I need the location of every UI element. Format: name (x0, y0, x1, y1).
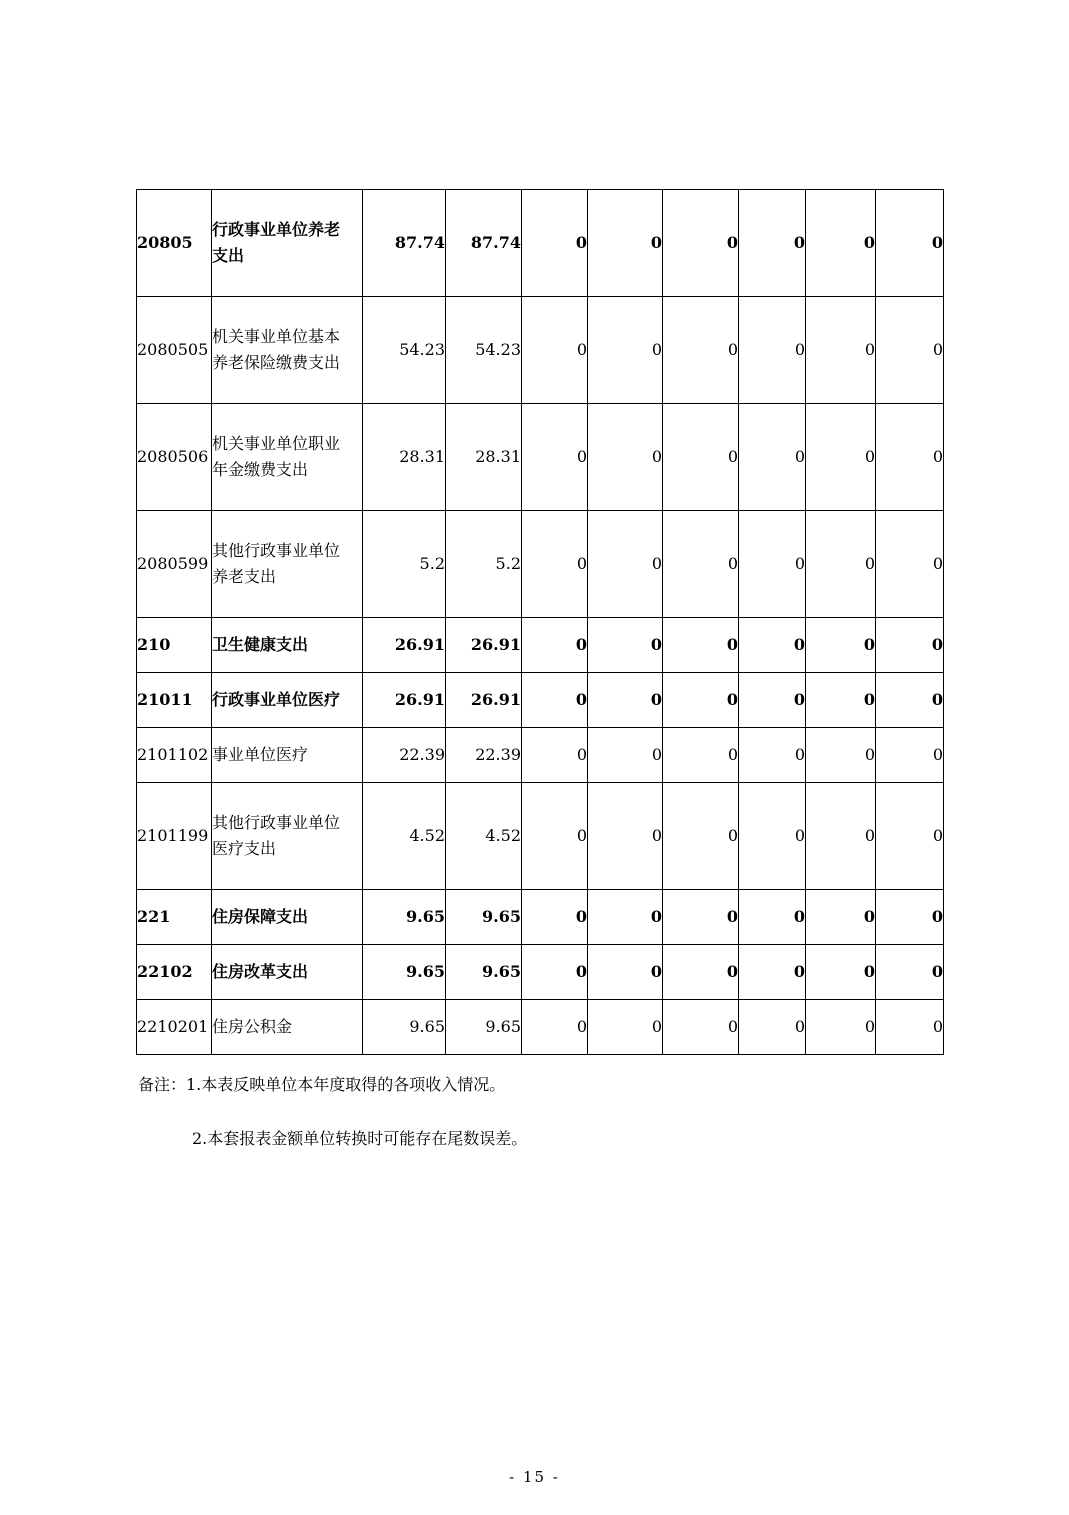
cell-value: 26.91 (363, 618, 446, 673)
table-row (137, 945, 944, 1000)
cell-value: 0 (522, 1000, 588, 1055)
note-line-1: 备注：1.本表反映单位本年度取得的各项收入情况。 (138, 1075, 506, 1094)
cell-value: 9.65 (363, 1000, 446, 1055)
cell-value: 22.39 (446, 728, 522, 783)
table-row (137, 1000, 944, 1055)
cell-value: 0 (663, 404, 739, 511)
cell-value: 9.65 (446, 945, 522, 1000)
cell-value: 0 (663, 618, 739, 673)
subject-name: 卫生健康支出 (212, 618, 363, 673)
table-row (137, 297, 944, 404)
cell-value: 0 (522, 297, 588, 404)
cell-value: 5.2 (446, 511, 522, 618)
cell-value: 26.91 (363, 673, 446, 728)
cell-value: 0 (876, 297, 944, 404)
cell-value: 0 (806, 618, 876, 673)
cell-value: 0 (663, 511, 739, 618)
cell-value: 9.65 (446, 890, 522, 945)
cell-value: 0 (876, 783, 944, 890)
subject-code: 2080506 (137, 404, 212, 511)
subject-name: 事业单位医疗 (212, 728, 363, 783)
cell-value: 0 (876, 190, 944, 297)
cell-value: 0 (739, 190, 806, 297)
cell-value: 0 (806, 404, 876, 511)
table-row (137, 890, 944, 945)
page-number: - 15 - (509, 1468, 560, 1486)
cell-value: 0 (663, 783, 739, 890)
subject-name: 机关事业单位基本 养老保险缴费支出 (212, 297, 363, 404)
table-notes (138, 1072, 528, 1148)
cell-value: 0 (876, 618, 944, 673)
cell-value: 0 (876, 1000, 944, 1055)
cell-value: 0 (588, 945, 663, 1000)
cell-value: 0 (806, 511, 876, 618)
cell-value: 0 (739, 890, 806, 945)
table-row (137, 673, 944, 728)
table-row (137, 404, 944, 511)
cell-value: 0 (588, 190, 663, 297)
cell-value: 0 (522, 728, 588, 783)
cell-value: 0 (588, 890, 663, 945)
cell-value: 0 (876, 511, 944, 618)
cell-value: 0 (806, 297, 876, 404)
subject-code: 2101199 (137, 783, 212, 890)
cell-value: 0 (588, 1000, 663, 1055)
cell-value: 0 (522, 945, 588, 1000)
subject-name: 住房保障支出 (212, 890, 363, 945)
table-row (137, 618, 944, 673)
cell-value: 0 (739, 945, 806, 1000)
cell-value: 0 (876, 890, 944, 945)
cell-value: 0 (522, 404, 588, 511)
cell-value: 54.23 (446, 297, 522, 404)
table-row (137, 190, 944, 297)
cell-value: 0 (588, 728, 663, 783)
cell-value: 9.65 (363, 945, 446, 1000)
cell-value: 0 (663, 297, 739, 404)
cell-value: 4.52 (446, 783, 522, 890)
subject-name: 行政事业单位医疗 (212, 673, 363, 728)
cell-value: 0 (588, 783, 663, 890)
cell-value: 0 (739, 511, 806, 618)
cell-value: 0 (739, 1000, 806, 1055)
cell-value: 0 (663, 945, 739, 1000)
cell-value: 0 (522, 190, 588, 297)
cell-value: 54.23 (363, 297, 446, 404)
subject-name: 机关事业单位职业 年金缴费支出 (212, 404, 363, 511)
cell-value: 0 (739, 404, 806, 511)
cell-value: 26.91 (446, 673, 522, 728)
cell-value: 0 (739, 673, 806, 728)
subject-code: 2080505 (137, 297, 212, 404)
cell-value: 0 (806, 783, 876, 890)
cell-value: 0 (522, 890, 588, 945)
subject-code: 22102 (137, 945, 212, 1000)
note-line-2: 2.本套报表金额单位转换时可能存在尾数误差。 (192, 1129, 528, 1148)
cell-value: 9.65 (446, 1000, 522, 1055)
cell-value: 0 (663, 673, 739, 728)
cell-value: 0 (739, 618, 806, 673)
cell-value: 0 (588, 618, 663, 673)
cell-value: 0 (876, 404, 944, 511)
subject-name: 住房改革支出 (212, 945, 363, 1000)
cell-value: 0 (588, 404, 663, 511)
cell-value: 0 (806, 673, 876, 728)
cell-value: 28.31 (446, 404, 522, 511)
cell-value: 22.39 (363, 728, 446, 783)
cell-value: 0 (663, 728, 739, 783)
cell-value: 0 (522, 673, 588, 728)
cell-value: 0 (806, 190, 876, 297)
cell-value: 0 (588, 297, 663, 404)
subject-name: 其他行政事业单位 养老支出 (212, 511, 363, 618)
subject-name: 行政事业单位养老 支出 (212, 190, 363, 297)
cell-value: 4.52 (363, 783, 446, 890)
cell-value: 0 (806, 728, 876, 783)
subject-code: 221 (137, 890, 212, 945)
subject-code: 2210201 (137, 1000, 212, 1055)
cell-value: 0 (739, 783, 806, 890)
cell-value: 0 (876, 673, 944, 728)
cell-value: 0 (806, 1000, 876, 1055)
cell-value: 9.65 (363, 890, 446, 945)
table-row (137, 511, 944, 618)
subject-code: 20805 (137, 190, 212, 297)
cell-value: 0 (522, 511, 588, 618)
cell-value: 0 (663, 190, 739, 297)
table-row (137, 783, 944, 890)
subject-code: 2101102 (137, 728, 212, 783)
subject-name: 其他行政事业单位 医疗支出 (212, 783, 363, 890)
cell-value: 5.2 (363, 511, 446, 618)
cell-value: 0 (663, 1000, 739, 1055)
cell-value: 0 (588, 511, 663, 618)
subject-code: 2080599 (137, 511, 212, 618)
cell-value: 0 (522, 618, 588, 673)
subject-code: 21011 (137, 673, 212, 728)
subject-code: 210 (137, 618, 212, 673)
cell-value: 0 (806, 945, 876, 1000)
cell-value: 0 (806, 890, 876, 945)
cell-value: 0 (739, 728, 806, 783)
budget-table (136, 189, 944, 1055)
cell-value: 0 (522, 783, 588, 890)
cell-value: 0 (739, 297, 806, 404)
cell-value: 87.74 (363, 190, 446, 297)
cell-value: 0 (663, 890, 739, 945)
cell-value: 0 (588, 673, 663, 728)
cell-value: 87.74 (446, 190, 522, 297)
cell-value: 0 (876, 728, 944, 783)
table-row (137, 728, 944, 783)
cell-value: 26.91 (446, 618, 522, 673)
cell-value: 28.31 (363, 404, 446, 511)
cell-value: 0 (876, 945, 944, 1000)
subject-name: 住房公积金 (212, 1000, 363, 1055)
